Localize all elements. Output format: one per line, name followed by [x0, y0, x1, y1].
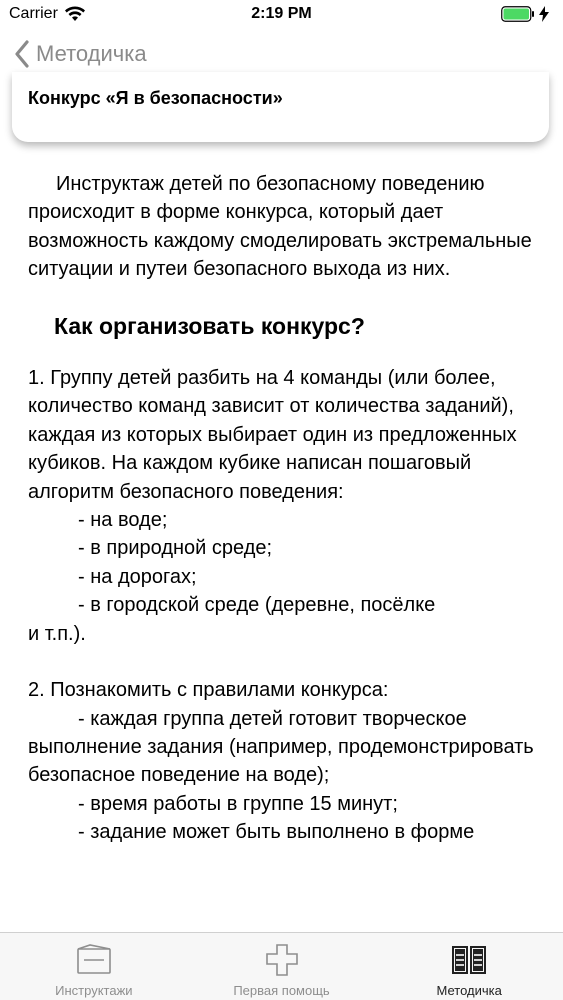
step-2-item: - каждая группа детей готовит творческое [78, 707, 467, 730]
tab-methodology[interactable] [375, 933, 563, 1000]
tab-label: Первая помощь [233, 983, 330, 998]
step-1-tail: и т.п.). [28, 622, 86, 645]
cross-icon [264, 943, 300, 977]
step-1-item: - в городской среде (деревне, посёлке [78, 594, 436, 617]
battery-group [501, 6, 549, 22]
intro-paragraph: Инструктаж детей по безопасному поведению происходит в форме конкурса, который дает возможность каждому смоделировать экстремальные ситуации и путеи безопасного выхода из них. [28, 173, 532, 281]
step-1-text: 1. Группу детей разбить на 4 команды (или более, количество команд зависит от количества заданий), каждая из которых выбирает один из предложенных кубиков. На каждом кубике написан пошаговый алгоритм безопасного поведения: [28, 367, 517, 503]
step-1-item: - на воде; [78, 509, 168, 532]
carrier-label: Carrier [9, 5, 58, 22]
nav-bar [0, 30, 563, 86]
step-2-text: 2. Познакомить с правилами конкурса: [28, 679, 389, 702]
tab-bar [0, 932, 563, 1000]
card-icon [76, 943, 112, 977]
tab-instructions[interactable] [0, 933, 188, 1000]
chevron-left-icon [14, 40, 30, 68]
back-button-label: Методичка [36, 41, 147, 66]
step-1-item: - в природной среде; [78, 537, 273, 560]
step-1-item: - на дорогах; [78, 565, 197, 588]
tab-label: Инструктажи [55, 983, 133, 998]
step-2-item-continued: выполнение задания (например, продемонстрировать безопасное поведение на воде); [28, 735, 534, 787]
book-icon [451, 943, 487, 977]
step-2-item: - время работы в группе 15 минут; [78, 792, 398, 815]
status-bar [0, 0, 563, 30]
spacer [28, 648, 538, 676]
back-button[interactable] [14, 40, 147, 68]
tab-first-aid[interactable] [188, 933, 376, 1000]
section-heading: Как организовать конкурс? [54, 312, 365, 339]
charging-bolt-icon [539, 6, 549, 22]
tab-label: Методичка [436, 983, 502, 998]
header-card-title: Конкурс «Я в безопасности» [28, 88, 283, 108]
step-2-item: - задание может быть выполнено в форме [78, 821, 475, 844]
article-content [28, 170, 538, 847]
status-time: 2:19 PM [251, 5, 312, 22]
battery-icon [501, 6, 535, 22]
